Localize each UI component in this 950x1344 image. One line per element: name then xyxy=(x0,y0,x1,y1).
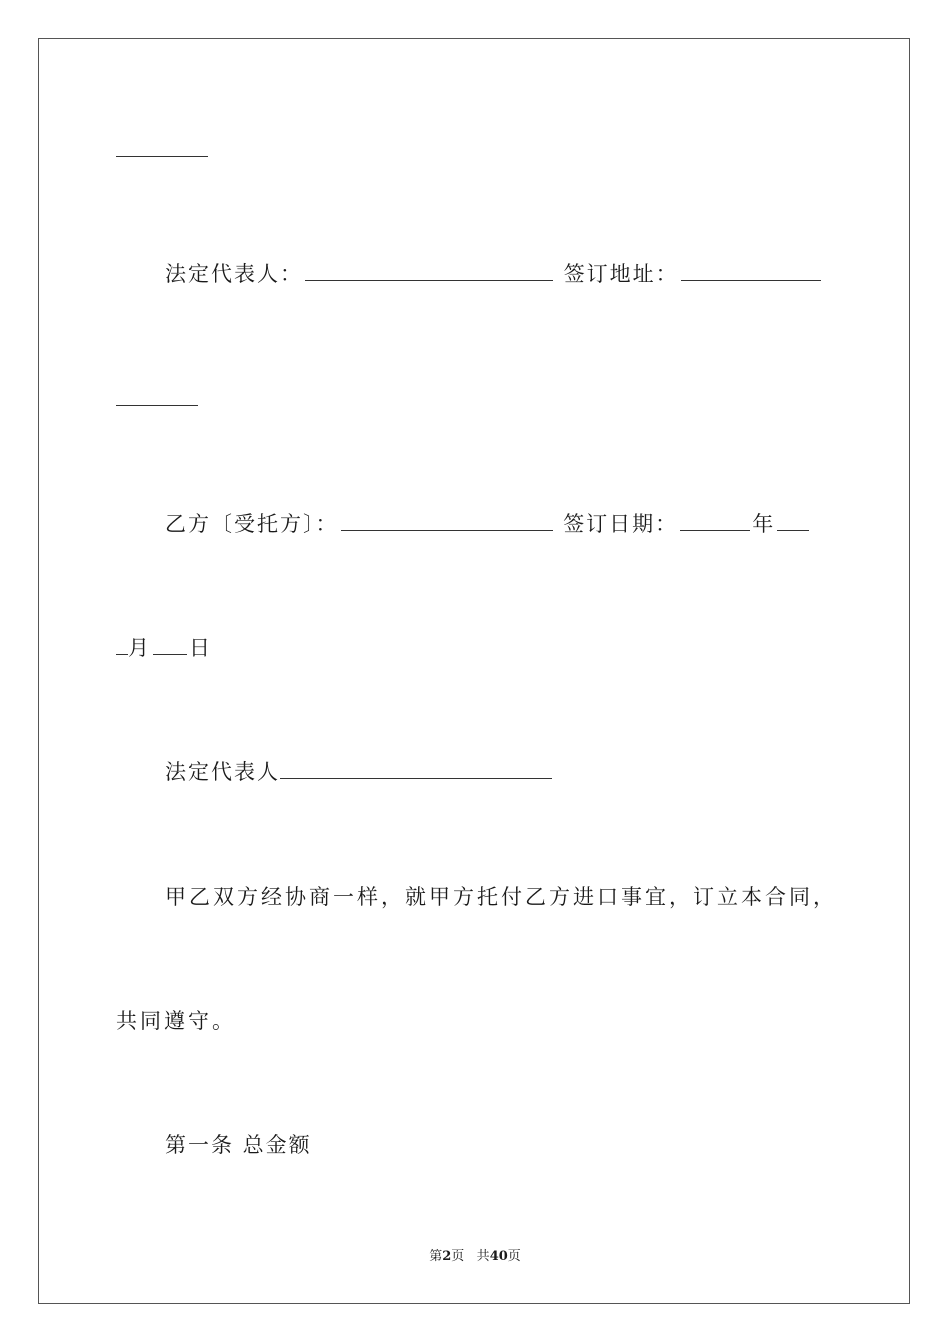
month-blank-start xyxy=(777,510,809,531)
legal-rep-blank-2 xyxy=(280,758,552,779)
footer-total-prefix: 共 xyxy=(476,1249,490,1264)
year-blank xyxy=(680,510,750,531)
footer-prefix: 第 xyxy=(429,1249,443,1264)
month-blank-end xyxy=(116,634,128,655)
footer-total-suffix: 页 xyxy=(507,1249,521,1264)
continuation-blank-top xyxy=(116,136,208,164)
legal-rep-blank xyxy=(305,260,553,281)
page-frame xyxy=(38,38,910,1304)
legal-rep-label-2: 法定代表人 xyxy=(165,760,280,784)
signing-date-label: 签订日期： xyxy=(563,512,679,536)
agreement-paragraph-line-1: 甲乙双方经协商一样，就甲方托付乙方进口事宜，订立本合同， xyxy=(165,885,837,909)
footer-page-suffix: 页 xyxy=(451,1249,465,1264)
page-footer xyxy=(0,1248,950,1266)
legal-representative-line xyxy=(165,260,823,288)
legal-representative-line-2 xyxy=(165,758,554,786)
article-1-title: 第一条 总金额 xyxy=(165,1133,312,1157)
legal-rep-label: 法定代表人： xyxy=(165,262,303,286)
blank-line xyxy=(116,385,198,406)
agreement-paragraph-line-2: 共同遵守。 xyxy=(116,1009,236,1033)
day-label: 日 xyxy=(189,636,212,660)
month-day-line xyxy=(116,634,212,662)
continuation-blank-2 xyxy=(116,385,198,413)
month-label: 月 xyxy=(128,636,151,660)
footer-page-number: 2 xyxy=(442,1249,452,1264)
blank-line xyxy=(116,136,208,157)
signing-address-label: 签订地址： xyxy=(563,262,679,286)
footer-total-pages: 40 xyxy=(489,1249,508,1264)
party-b-label: 乙方〔受托方〕： xyxy=(165,512,339,536)
party-b-blank xyxy=(341,510,553,531)
signing-address-blank xyxy=(681,260,821,281)
day-blank xyxy=(153,634,187,655)
party-b-line xyxy=(165,510,811,538)
year-label: 年 xyxy=(752,512,776,536)
